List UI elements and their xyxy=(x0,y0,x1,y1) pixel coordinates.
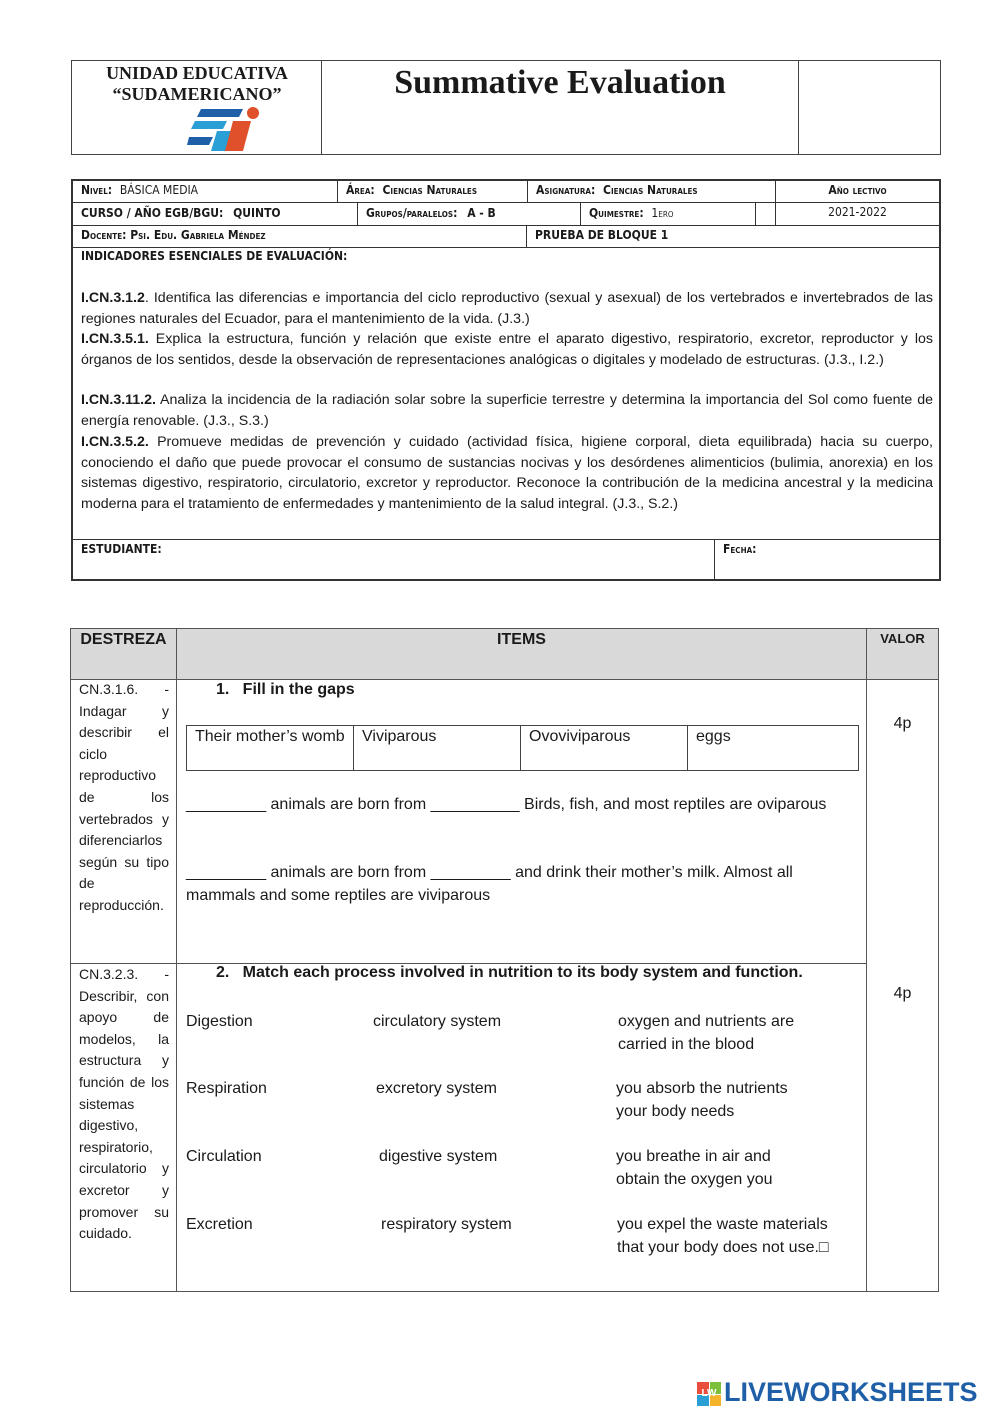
grupos-field: Grupos/paralelos: A - B xyxy=(366,206,496,220)
match-function[interactable]: you absorb the nutrients your body needs xyxy=(616,1080,788,1120)
prueba-field: PRUEBA DE BLOQUE 1 xyxy=(535,228,669,242)
word-bank-item: Their mother’s womb xyxy=(187,726,354,771)
school-name xyxy=(72,63,322,105)
asignatura-field: Asignatura: Ciencias Naturales xyxy=(536,183,698,197)
info-table xyxy=(71,179,941,581)
school-name-line1: UNIDAD EDUCATIVA xyxy=(106,63,288,83)
word-bank xyxy=(186,725,859,771)
question-1: 1. Fill in the gaps xyxy=(216,681,355,698)
question-2: 2. Match each process involved in nutrition to its body system and function. xyxy=(216,964,803,981)
indicator-1: I.CN.3.1.2. Identifica las diferencias e importancia del ciclo reproductivo (sexual y asexual) de los vertebrados e invertebrados de las regiones naturales del Ecuador, para el mantenimiento de la vida. (J.3.) xyxy=(81,290,933,327)
gap-sentence-1[interactable]: _________ animals are born from __________ Birds, fish, and most reptiles are oviparous xyxy=(186,796,827,813)
match-system[interactable]: respiratory system xyxy=(381,1216,512,1233)
valor-1: 4p xyxy=(893,715,912,732)
items-table xyxy=(70,628,939,1292)
school-name-line2: “SUDAMERICANO” xyxy=(112,84,282,104)
indicator-3: I.CN.3.11.2. Analiza la incidencia de la radiación solar sobre la superficie terrestre y determina la importancia del Sol como fuente de energía renovable. (J.3., S.3.) xyxy=(81,392,933,429)
col-destreza: DESTREZA xyxy=(80,631,167,648)
header-box xyxy=(71,60,941,155)
valor-2: 4p xyxy=(893,985,912,1002)
area-field: Área: Ciencias Naturales xyxy=(346,183,478,197)
match-function[interactable]: you breathe in air and obtain the oxygen you xyxy=(616,1148,773,1188)
match-process[interactable]: Excretion xyxy=(186,1216,253,1233)
quimestre-field: Quimestre: 1ero xyxy=(589,206,674,220)
match-process[interactable]: Respiration xyxy=(186,1080,267,1097)
nivel-field: Nivel: BÁSICA MEDIA xyxy=(81,183,199,197)
school-logo-icon xyxy=(187,107,263,153)
destreza-2: CN.3.2.3. - Describir, con apoyo de modelos, la estructura y función de los sistemas digestivo, respiratorio, circulatorio y excretor y promover su cuidado. xyxy=(79,966,169,1242)
word-bank-item: Ovoviviparous xyxy=(521,726,688,771)
curso-field: CURSO / AÑO EGB/BGU: QUINTO xyxy=(81,206,281,220)
school-cell xyxy=(72,61,322,154)
indicadores-heading: INDICADORES ESENCIALES DE EVALUACIÓN: xyxy=(81,249,348,263)
match-function[interactable]: oxygen and nutrients are carried in the blood xyxy=(618,1013,795,1053)
anio-lectivo-value: 2021-2022 xyxy=(828,205,887,219)
match-function[interactable]: you expel the waste materials that your body does not use.□ xyxy=(617,1216,829,1256)
destreza-1: CN.3.1.6. - Indagar y describir el ciclo reproductivo de los vertebrados y diferenciarlos según su tipo de reproducción. xyxy=(79,681,169,913)
liveworksheets-logo xyxy=(697,1378,997,1410)
fecha-label: Fecha: xyxy=(723,542,757,556)
gap-sentence-2[interactable]: _________ animals are born from _________ and drink their mother’s milk. Almost all mammals and some reptiles are viviparous xyxy=(186,864,793,904)
liveworksheets-wordmark: LIVEWORKSHEETS xyxy=(724,1377,978,1407)
word-bank-item: eggs xyxy=(688,726,859,771)
match-system[interactable]: circulatory system xyxy=(373,1013,502,1030)
match-process[interactable]: Circulation xyxy=(186,1148,262,1165)
page-title: Summative Evaluation xyxy=(394,64,726,101)
anio-lectivo-label: Año lectivo xyxy=(828,183,887,197)
estudiante-label: ESTUDIANTE: xyxy=(81,542,162,556)
header-divider xyxy=(798,61,799,154)
indicator-4: I.CN.3.5.2. Promueve medidas de prevención y cuidado (actividad física, higiene corporal, dieta equilibrada) hacia su cuerpo, conociendo el daño que puede provocar el consumo de sustancias nocivas y los desórdenes alimenticios (bulimia, anorexia) en los sistemas digestivo, respiratorio, circulatorio, excretor y reproductor. Reconoce la contribución de la medicina ancestral y la medicina moderna para el tratamiento de enfermedades y mantenimiento de la salud integral. (J.3., S.2.) xyxy=(81,434,933,512)
liveworksheets-icon-letters: LW xyxy=(701,1388,717,1399)
docente-field: Docente: Psi. Edu. Gabriela Méndez xyxy=(81,228,266,242)
match-system[interactable]: digestive system xyxy=(379,1148,498,1165)
indicator-2: I.CN.3.5.1. Explica la estructura, función y relación que existe entre el aparato digestivo, respiratorio, excretor, reproductor y los órganos de los sentidos, desde la observación de representaciones analógicas o digitales y modelado de estructuras. (J.3., I.2.) xyxy=(81,331,933,368)
word-bank-item: Viviparous xyxy=(354,726,521,771)
col-valor: VALOR xyxy=(880,631,925,646)
col-items: ITEMS xyxy=(497,631,546,648)
match-process[interactable]: Digestion xyxy=(186,1013,253,1030)
match-system[interactable]: excretory system xyxy=(376,1080,497,1097)
